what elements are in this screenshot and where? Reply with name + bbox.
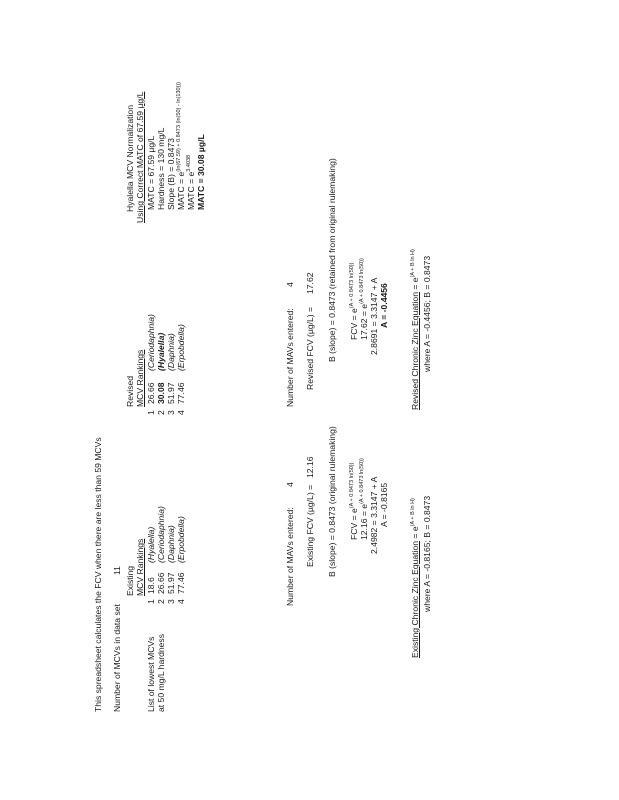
hyalella-matc: MATC = 67.59 µg/L xyxy=(146,135,156,210)
existing-mavs-label: Number of MAVs entered: xyxy=(285,507,295,606)
existing-header-2: MCV Rankings xyxy=(135,538,145,596)
revised-fcv-value: 17.62 xyxy=(305,272,315,294)
revised-rank: 3 xyxy=(166,410,176,415)
revised-mcv-value: 30.08 xyxy=(156,382,166,404)
revised-zinc-coefficients: where A = -0.4456; B = 0.8473 xyxy=(422,255,432,372)
revised-mavs-label: Number of MAVs entered: xyxy=(285,308,295,407)
revised-fcv-equation: FCV = $e^{(A + 0.8473 ln(50))}$ xyxy=(349,262,359,340)
hyalella-slope: Slope (B) = 0.8473 xyxy=(166,138,176,210)
existing-mcv-value: 51.97 xyxy=(166,572,176,594)
hyalella-title: Hyalella MCV Normalization xyxy=(125,105,135,212)
existing-fcv-label: Existing FCV (µg/L) = xyxy=(305,484,315,567)
list-label-2: at 50 mg/L hardness xyxy=(156,633,166,712)
existing-zinc-coefficients: where A = -0.8165; B = 0.8473 xyxy=(422,495,432,612)
hyalella-matc-formula: MATC = $e^{(ln(67.59) + 0.8473 (ln(50) - ln(130)))}$ xyxy=(176,81,186,210)
revised-slope-text: B (slope) = 0.8473 (retained from original rulemaking) xyxy=(327,158,337,362)
revised-fcv-substitution: $17.62 = e^{(A + 0.8473 ln(50))}$ xyxy=(359,258,369,340)
hyalella-hardness: Hardness = 130 mg/L xyxy=(156,127,166,210)
revised-header-2: MCV Rankings xyxy=(135,349,145,407)
existing-species: (Daphnia) xyxy=(166,525,176,563)
existing-log-equation: 2.4982 = 3.3147 + A xyxy=(369,476,379,554)
existing-slope-text: B (slope) = 0.8473 (original rulemaking) xyxy=(327,426,337,577)
revised-mcv-value: 26.66 xyxy=(146,382,156,404)
mcv-count-label: Number of MCVs in data set xyxy=(112,604,122,712)
existing-zinc-equation: Existing Chronic Zinc Equation = $e^{(A + B ln H)}$ xyxy=(410,498,420,658)
revised-mcv-value: 77.46 xyxy=(176,382,186,404)
revised-mcv-value: 51.97 xyxy=(166,382,176,404)
revised-rank: 4 xyxy=(176,410,186,415)
revised-a-value: A = -0.4456 xyxy=(379,283,389,328)
hyalella-subtitle: Using Correct MATC of 67.59 µg/L xyxy=(135,91,145,223)
existing-species: (Ceriodaphnia) xyxy=(156,506,166,563)
existing-mcv-value: 26.66 xyxy=(156,572,166,594)
revised-header-1: Revised xyxy=(125,375,135,407)
existing-fcv-value: 12.16 xyxy=(305,456,315,478)
existing-fcv-substitution: $12.16 = e^{(A + 0.8473 ln(50))}$ xyxy=(359,458,369,540)
existing-rank: 2 xyxy=(156,599,166,604)
hyalella-matc-exponent: MATC = $e^{3.4038}$ xyxy=(186,154,196,210)
existing-a-value: A = -0.8165 xyxy=(379,482,389,527)
revised-species: (Ceriodaphnia) xyxy=(146,314,156,371)
existing-species: (Erpobdella) xyxy=(176,516,186,563)
intro-text: This spreadsheet calculates the FCV when there are less than 59 MCVs xyxy=(93,437,103,712)
existing-mcv-value: 77.46 xyxy=(176,572,186,594)
revised-log-equation: 2.8691 = 3.3147 + A xyxy=(369,277,379,355)
existing-fcv-equation: FCV = $e^{(A + 0.8473 ln(50))}$ xyxy=(349,462,359,540)
revised-rank: 1 xyxy=(146,410,156,415)
existing-rank: 1 xyxy=(146,599,156,604)
existing-mcv-value: 18.6 xyxy=(146,577,156,594)
list-label-1: List of lowest MCVs xyxy=(146,636,156,712)
existing-rank: 3 xyxy=(166,599,176,604)
revised-species: (Hyalella) xyxy=(156,332,166,371)
mcv-count-value: 11 xyxy=(112,566,122,575)
revised-mavs-value: 4 xyxy=(285,282,295,287)
existing-rank: 4 xyxy=(176,599,186,604)
revised-species: (Daphnia) xyxy=(166,333,176,371)
revised-species: (Erpobdella) xyxy=(176,324,186,371)
existing-header-1: Existing xyxy=(125,565,135,596)
revised-fcv-label: Revised FCV (µg/L) = xyxy=(305,306,315,390)
existing-species: (Hyalella) xyxy=(146,526,156,563)
hyalella-matc-result: MATC = 30.08 µg/L xyxy=(196,134,206,210)
revised-rank: 2 xyxy=(156,410,166,415)
existing-mavs-value: 4 xyxy=(285,482,295,487)
revised-zinc-equation: Revised Chronic Zinc Equation = $e^{(A + B ln H)}$ xyxy=(410,249,420,410)
